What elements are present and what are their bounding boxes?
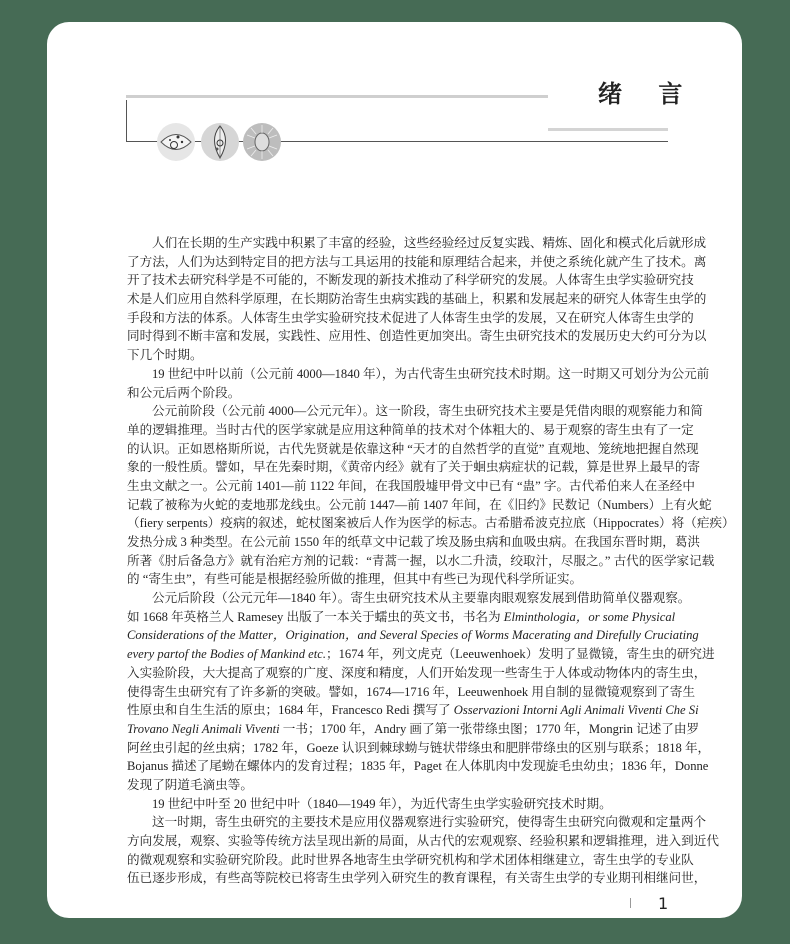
text-line <box>127 365 710 384</box>
text-line <box>127 327 707 346</box>
text-segment: 下几个时期。 <box>127 348 203 363</box>
text-segment: 记载了被称为火蛇的麦地那龙线虫。公元前 1447—前 1407 年间，在《旧约》民数记（Numbers）上有火蛇 <box>127 497 712 512</box>
text-line <box>127 683 696 702</box>
parasite-cell-icon <box>157 123 195 161</box>
text-segment: 术是人们应用自然科学原理，在长期防治寄生虫病实践的基础上，积累和发展起来的研究人体寄生虫学的 <box>127 292 707 307</box>
text-segment: 发现了阴道毛滴虫等。 <box>127 777 253 792</box>
text-segment: 公元后阶段（公元元年—1840 年）。寄生虫研究技术从主要靠肉眼观察发展到借助简单仪器观察。 <box>152 591 691 606</box>
text-line <box>127 290 707 309</box>
text-line <box>127 813 707 832</box>
text-line <box>127 608 676 627</box>
text-line <box>127 570 668 589</box>
text-line <box>127 309 694 328</box>
text-line <box>127 440 699 459</box>
text-line <box>127 795 668 814</box>
text-segment: 使得寄生虫研究有了许多新的突破。譬如，1674—1716 年，Leeuwenhoek 用自制的显微镜观察到了寄生 <box>127 684 696 699</box>
header-vertical-rule <box>126 100 127 142</box>
text-line <box>127 496 712 515</box>
text-line <box>127 514 735 533</box>
text-segment: 生虫文献之一。公元前 1401—前 1122 年间，在我国殷墟甲骨文中已有 “蛊” 字。古代希伯来人在圣经中 <box>127 478 695 493</box>
text-line <box>127 458 701 477</box>
chapter-title: 绪 言 <box>598 80 697 108</box>
text-segment: 这一时期，寄生虫研究的主要技术是应用仪器观察进行实验研究，使得寄生虫研究向微观和定量两个 <box>152 815 707 830</box>
text-segment: 人们在长期的生产实践中积累了丰富的经验，这些经验经过反复实践、精炼、固化和模式化后就形成 <box>152 236 707 250</box>
italic-title-text: Trovano Negli Animali Viventi <box>127 721 280 736</box>
text-line <box>127 851 694 870</box>
text-line <box>127 384 668 403</box>
italic-title-text: Osservazioni Intorni Agli Animali Viventi Che Si <box>453 703 699 718</box>
paragraph <box>127 795 668 814</box>
text-line <box>127 832 719 851</box>
text-segment: 了方法，人们为达到特定目的把方法与工具运用的技能和原理结合起来，并使之系统化就产生了技术。离 <box>127 254 707 269</box>
text-segment: 公元前阶段（公元前 4000—公元元年）。这一阶段，寄生虫研究技术主要是凭借肉眼的观察能力和简 <box>152 404 703 419</box>
text-segment: 伍已逐步形成，有些高等院校已将寄生虫学列入研究生的教育课程，有关寄生虫学的专业期刊相继问世， <box>127 871 707 886</box>
text-line <box>127 645 715 664</box>
text-line <box>127 701 699 720</box>
text-segment: 的 “寄生虫”，有些可能是根据经验所做的推理，但其中有些已为现代科学所证实。 <box>127 572 583 587</box>
paragraph <box>127 813 719 888</box>
text-segment: 入实验阶段，大大提高了观察的广度、深度和精度，人们开始发现一些寄生于人体或动物体内的寄生虫， <box>127 665 707 680</box>
header-rule <box>126 95 548 98</box>
text-segment: 的微观观察和实验研究阶段。此时世界各地寄生虫学研究机构和学术团体相继建立，寄生虫学的专业队 <box>127 852 694 867</box>
italic-title-text: Elminthologia，or some Physical <box>503 609 676 624</box>
text-segment: 如 1668 年英格兰人 Ramesey 出版了一本关于蠕虫的英文书，书名为 <box>127 609 504 624</box>
text-line <box>127 253 707 272</box>
text-segment: 19 世纪中叶至 20 世纪中叶（1840—1949 年），为近代寄生虫学实验研究技术时期。 <box>152 796 612 811</box>
text-segment: 开了技术去研究科学是不可能的，不断发现的新技术推动了科学研究的发展。人体寄生虫学实验研究技 <box>127 273 694 288</box>
italic-title-text: Considerations of the Matter，Origination，and Several Species of Worms Macerating and Direfully Cruciating <box>127 628 699 643</box>
text-line <box>127 402 703 421</box>
page-number: 1 <box>658 894 669 913</box>
text-segment: 同时得到不断丰富和发展，实践性、应用性、创造性更加突出。寄生虫研究技术的发展历史大约可分为以 <box>127 329 707 344</box>
text-segment: 所著《肘后备急方》就有治疟方剂的记载：“青蒿一握，以水二升渍，绞取汁，尽服之。” 古代的医学家记载 <box>127 553 715 568</box>
text-line <box>127 869 707 888</box>
title-underline <box>548 128 668 131</box>
text-segment: 单的逻辑推理。当时古代的医学家就是应用这种简单的技术对个体粗大的、易于观察的寄生虫有了一定 <box>127 422 694 437</box>
text-segment: （fiery serpents）疫病的叙述，蛇杖图案被后人作为医学的标志。古希腊希波克拉底（Hippocrates）将（疟疾） <box>127 516 735 531</box>
text-segment: 一书；1700 年，Andry 画了第一张带绦虫图；1770 年，Mongrin 记述了由罗 <box>279 721 700 736</box>
text-line <box>127 720 700 739</box>
text-segment: 方向发展，观察、实验等传统方法呈现出新的局面，从古代的宏观观察、经验积累和逻辑推理，进入到近代 <box>127 834 719 848</box>
text-line <box>127 271 694 290</box>
text-line <box>127 234 707 253</box>
text-segment: ；1674 年，列文虎克（Leeuwenhoek）发明了显微镜，寄生虫的研究进 <box>326 647 715 662</box>
text-line <box>127 533 701 552</box>
paragraph <box>127 402 735 589</box>
text-segment: 性原虫和自生生活的原虫；1684 年，Francesco Redi 撰写了 <box>127 703 454 718</box>
text-segment: 象的一般性质。譬如，早在先秦时期，《黄帝内经》就有了关于蛔虫病症状的记载，算是世界上最早的寄 <box>127 460 701 475</box>
text-segment: 和公元后两个阶段。 <box>127 385 241 400</box>
text-segment: 发热分成 3 种类型。在公元前 1550 年的纸草文中记载了埃及肠虫病和血吸虫病。在我国东晋时期，葛洪 <box>127 535 701 549</box>
text-segment: 的认识。正如恩格斯所说，古代先贤就是依靠这种 “天才的自然哲学的直觉” 直观地、笼统地把握自然现 <box>127 441 699 456</box>
text-line <box>127 346 668 365</box>
text-line <box>127 626 699 645</box>
text-line <box>127 776 668 795</box>
italic-title-text: every partof the Bodies of Mankind etc. <box>127 647 326 662</box>
protozoa-icon <box>201 123 239 161</box>
text-segment: Bojanus 描述了尾蚴在螺体内的发育过程；1835 年，Paget 在人体肌肉中发现旋毛虫幼虫；1836 年，Donne <box>127 759 709 774</box>
text-segment: 19 世纪中叶以前（公元前 4000—1840 年），为古代寄生虫研究技术时期。这一时期又可划分为公元前 <box>152 366 710 381</box>
text-line <box>127 421 694 440</box>
text-line <box>127 589 691 608</box>
text-segment: 阿丝虫引起的丝虫病；1782 年，Goeze 认识到棘球蚴与链状带绦虫和肥胖带绦虫的区别与联系；1818 年， <box>127 740 711 755</box>
text-line <box>127 757 709 776</box>
text-line <box>127 664 707 683</box>
text-line <box>127 477 695 496</box>
page-number-divider <box>630 898 631 908</box>
paragraph <box>127 234 707 365</box>
body-text <box>127 234 735 888</box>
text-segment: 手段和方法的体系。人体寄生虫学实验研究技术促进了人体寄生虫学的发展，又在研究人体寄生虫学的 <box>127 310 694 325</box>
larva-icon <box>243 123 281 161</box>
paragraph <box>127 365 710 402</box>
paragraph <box>127 589 715 795</box>
text-line <box>127 739 711 758</box>
text-line <box>127 552 715 571</box>
